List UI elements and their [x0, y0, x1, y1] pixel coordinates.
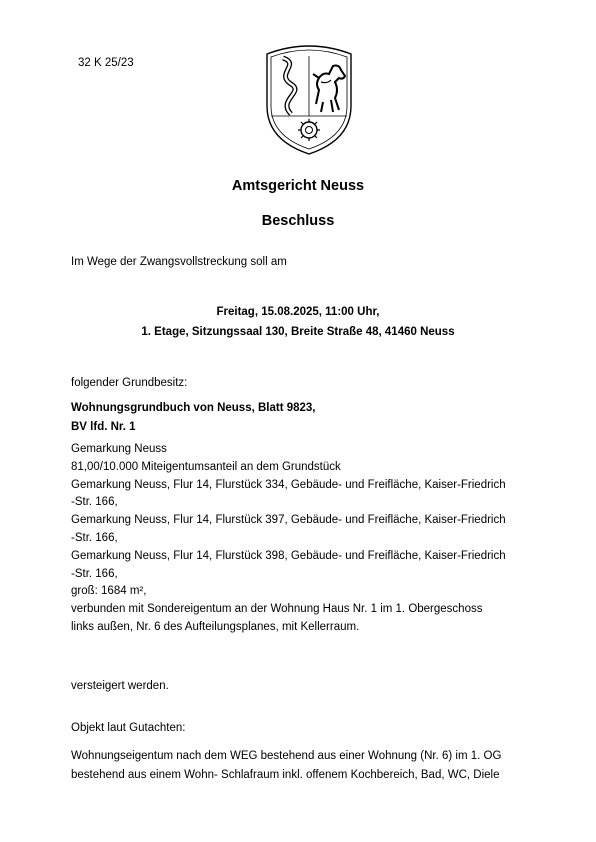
description-line: Wohnungseigentum nach dem WEG bestehend aus einer Wohnung (Nr. 6) im 1. OG [71, 750, 502, 762]
property-line: -Str. 166, [71, 567, 118, 580]
property-description [71, 441, 541, 637]
case-reference: 32 K 25/23 [78, 57, 134, 69]
description-line: bestehend aus einem Wohn- Schlafraum inkl. offenem Kochbereich, Bad, WC, Diele [71, 769, 500, 781]
property-line: Gemarkung Neuss, Flur 14, Flurstück 334, Gebäude- und Freifläche, Kaiser-Friedrich [71, 478, 506, 491]
property-line: Gemarkung Neuss, Flur 14, Flurstück 397, Gebäude- und Freifläche, Kaiser-Friedrich [71, 514, 506, 527]
court-name: Amtsgericht Neuss [231, 178, 365, 194]
auction-location: 1. Etage, Sitzungssaal 130, Breite Straße 48, 41460 Neuss [141, 326, 455, 338]
property-line: verbunden mit Sondereigentum an der Wohnung Haus Nr. 1 im 1. Obergeschoss [71, 603, 483, 616]
property-line: Gemarkung Neuss, Flur 14, Flurstück 398, Gebäude- und Freifläche, Kaiser-Friedrich [71, 549, 506, 562]
property-line: 81,00/10.000 Miteigentumsanteil an dem Grundstück [71, 460, 341, 473]
property-line: groß: 1684 m², [71, 585, 147, 598]
property-line: Gemarkung Neuss [71, 443, 167, 455]
property-intro: folgender Grundbesitz: [71, 377, 188, 389]
document-title: Beschluss [261, 213, 335, 229]
bv-number: BV lfd. Nr. 1 [71, 421, 136, 433]
object-description [71, 747, 541, 785]
property-line: -Str. 166, [71, 496, 118, 509]
auction-date-time: Freitag, 15.08.2025, 11:00 Uhr, [216, 306, 380, 318]
property-line: links außen, Nr. 6 des Aufteilungsplanes, mit Kellerraum. [71, 620, 360, 633]
land-register: Wohnungsgrundbuch von Neuss, Blatt 9823, [71, 402, 316, 414]
coat-of-arms-icon [261, 44, 357, 156]
intro-text: Im Wege der Zwangsvollstreckung soll am [71, 256, 287, 268]
auction-text: versteigert werden. [71, 680, 169, 692]
property-line: -Str. 166, [71, 531, 118, 544]
expert-report-label: Objekt laut Gutachten: [71, 722, 186, 734]
